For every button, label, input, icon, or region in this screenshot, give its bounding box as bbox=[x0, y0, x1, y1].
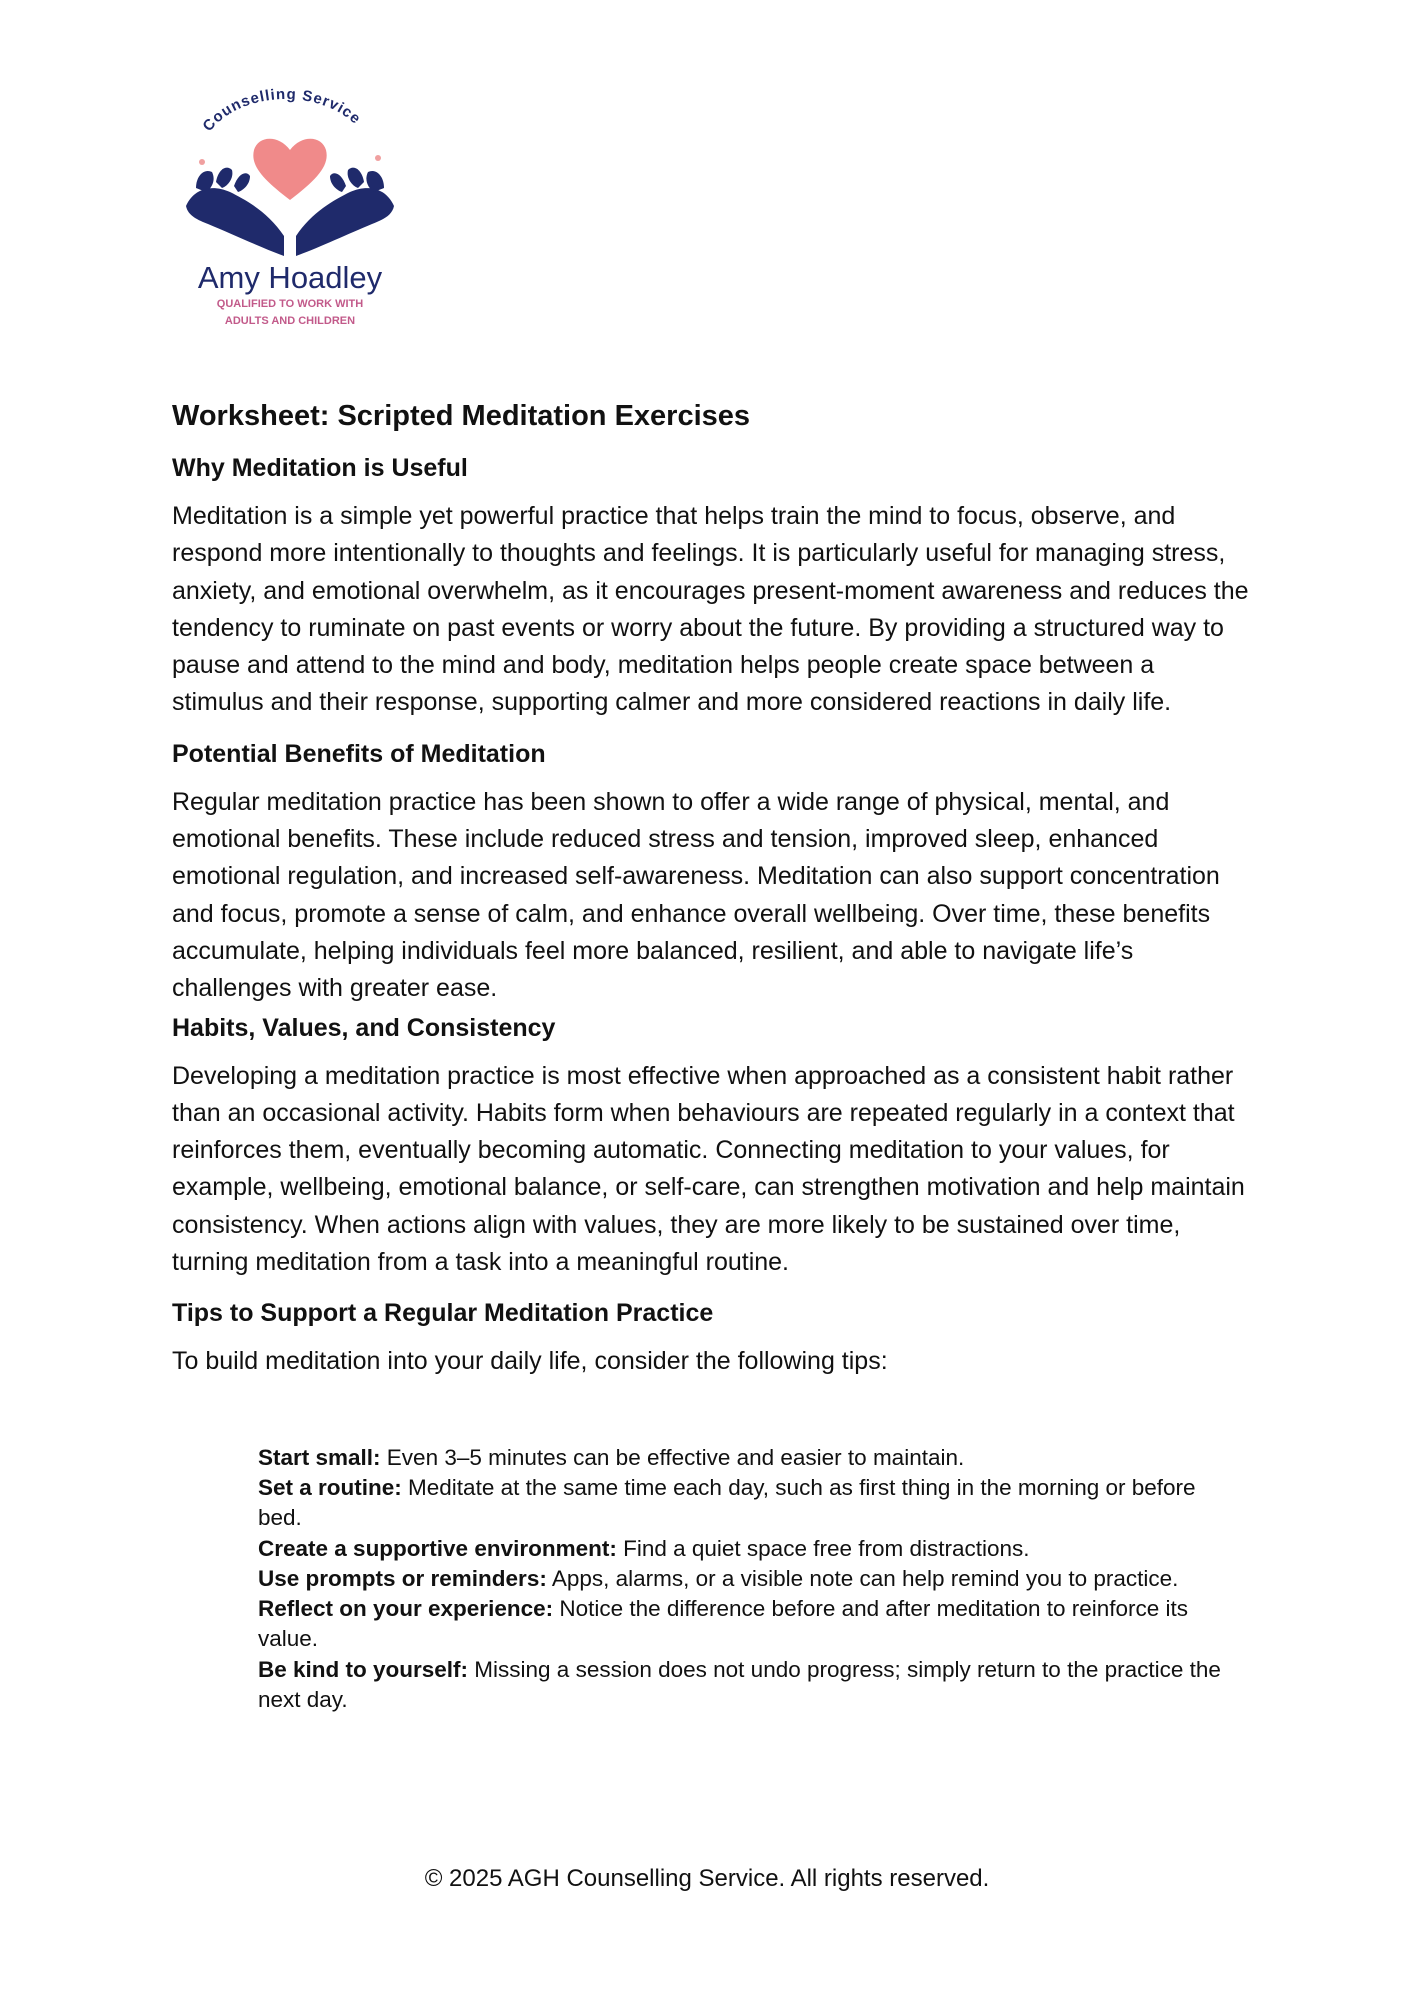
worksheet-content bbox=[172, 396, 1252, 1715]
tip-label: Reflect on your experience: bbox=[258, 1596, 554, 1622]
tip-text: Apps, alarms, or a visible note can help remind you to practice. bbox=[546, 1565, 1179, 1591]
section-heading-habits: Habits, Values, and Consistency bbox=[172, 1013, 556, 1042]
section-body-why: Meditation is a simple yet powerful practice that helps train the mind to focus, observe, and respond more intentionally to thoughts and feelings. It is particularly useful for managing stress, anxiety, and emotional overwhelm, as it encourages present-moment awareness and reduces the tendency to ruminate on past events or worry about the future. By providing a structured way to pause and attend to the mind and body, meditation helps people create space between a stimulus and their response, supporting calmer and more considered reactions in daily life. bbox=[172, 502, 1249, 717]
tips-list bbox=[258, 1443, 1238, 1716]
section-body-habits: Developing a meditation practice is most effective when approached as a consistent habit rather than an occasional activity. Habits form when behaviours are repeated regularly in a context that reinforces them, eventually becoming automatic. Connecting meditation to your values, for example, wellbeing, emotional balance, or self-care, can strengthen motivation and help maintain consistency. When actions align with values, they are more likely to be sustained over time, turning meditation from a task into a meaningful routine. bbox=[172, 1061, 1245, 1277]
tip-label: Be kind to yourself: bbox=[258, 1656, 469, 1682]
copyright-footer: © 2025 AGH Counselling Service. All rights reserved. bbox=[424, 1865, 990, 1892]
tip-text: Missing a session does not undo progress; simply return to the practice the next day. bbox=[258, 1656, 1221, 1713]
counselling-service-logo bbox=[172, 88, 408, 328]
tip-text: Find a quiet space free from distractions. bbox=[616, 1535, 1030, 1561]
logo-arc-text: Counselling Service bbox=[199, 88, 365, 135]
list-item bbox=[258, 1594, 1238, 1655]
logo-tagline-line2: ADULTS AND CHILDREN bbox=[224, 315, 356, 327]
logo-name: Amy Hoadley bbox=[197, 260, 383, 295]
tip-text: Meditate at the same time each day, such as first thing in the morning or before bed. bbox=[258, 1474, 1196, 1531]
tip-label: Use prompts or reminders: bbox=[258, 1565, 547, 1591]
list-item bbox=[258, 1534, 1238, 1564]
section-body-tips: To build meditation into your daily life, consider the following tips: bbox=[172, 1347, 888, 1376]
tip-text: Notice the difference before and after meditation to reinforce its value. bbox=[258, 1596, 1189, 1652]
tip-text: Even 3–5 minutes can be effective and easier to maintain. bbox=[380, 1444, 965, 1470]
section-heading-tips: Tips to Support a Regular Meditation Practice bbox=[172, 1299, 714, 1328]
list-item bbox=[258, 1655, 1238, 1716]
logo-graphic bbox=[172, 88, 408, 328]
tip-label: Start small: bbox=[258, 1444, 381, 1470]
section-heading-why: Why Meditation is Useful bbox=[172, 454, 468, 482]
tip-label: Create a supportive environment: bbox=[258, 1535, 617, 1561]
list-item bbox=[258, 1473, 1238, 1534]
heart-icon bbox=[253, 139, 326, 200]
list-item bbox=[258, 1564, 1238, 1594]
section-body-benefits: Regular meditation practice has been shown to offer a wide range of physical, mental, and emotional benefits. These include reduced stress and tension, improved sleep, enhanced emotional regulation, and increased self-awareness. Meditation can also support concentration and focus, promote a sense of calm, and enhance overall wellbeing. Over time, these benefits accumulate, helping individuals feel more balanced, resilient, and able to navigate life’s challenges with greater ease. bbox=[172, 787, 1220, 1003]
list-item bbox=[258, 1443, 1238, 1473]
tip-label: Set a routine: bbox=[258, 1474, 402, 1500]
logo-tagline-line1: QUALIFIED TO WORK WITH bbox=[216, 298, 364, 310]
section-heading-benefits: Potential Benefits of Meditation bbox=[172, 739, 546, 768]
page-title: Worksheet: Scripted Meditation Exercises bbox=[172, 400, 751, 432]
